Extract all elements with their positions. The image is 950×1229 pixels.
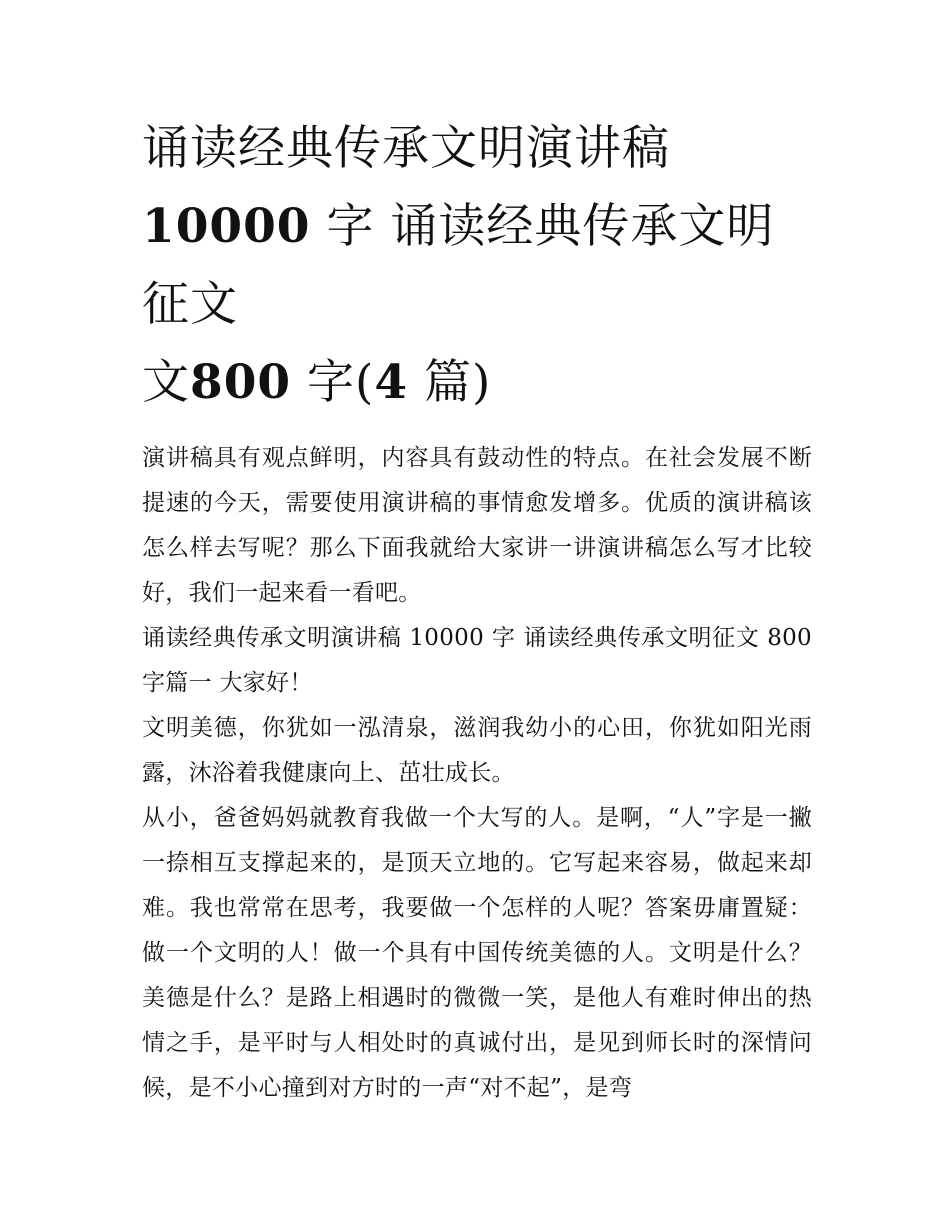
title-text: 诵读经典传承文明演讲稿 bbox=[142, 121, 670, 176]
section-heading-paragraph: 诵读经典传承文明演讲稿 10000 字 诵读经典传承文明征文 800 字篇一 大家好！ bbox=[142, 625, 812, 696]
document-page bbox=[142, 110, 812, 1111]
title-text: 字( bbox=[291, 355, 375, 410]
title-number: 10000 bbox=[142, 199, 311, 254]
intro-paragraph: 演讲稿具有观点鲜明，内容具有鼓动性的特点。在社会发展不断提速的今天，需要使用演讲稿的事情愈发增多。优质的演讲稿该怎么样去写呢？那么下面我就给大家讲一讲演讲稿怎么写才比较好，我们一起来看一看吧。 bbox=[142, 445, 812, 606]
document-title: 诵读经典传承文明演讲稿 10000 字 诵读经典传承文明征文 文800 字(4 篇) bbox=[142, 121, 775, 410]
body-paragraph: 文明美德，你犹如一泓清泉，滋润我幼小的心田，你犹如阳光雨露，沐浴着我健康向上、茁壮成长。 bbox=[142, 715, 812, 786]
title-number: 4 bbox=[374, 355, 409, 410]
body-paragraph: 从小，爸爸妈妈就教育我做一个大写的人。是啊，“人”字是一撇一捺相互支撑起来的，是顶天立地的。它写起来容易，做起来却难。我也常常在思考，我要做一个怎样的人呢？答案毋庸置疑：做一个文明的人！做一个具有中国传统美德的人。文明是什么？美德是什么？是路上相遇时的微微一笑，是他人有难时伸出的热情之手，是平时与人相处时的真诚付出，是见到师长时的深情问候，是不小心撞到对方时的一声“对不起”，是弯 bbox=[142, 805, 812, 1101]
title-text: 篇) bbox=[408, 355, 492, 410]
title-number: 800 bbox=[190, 355, 292, 410]
title-text: 字 诵读经典传承文明征文 bbox=[142, 199, 775, 332]
document-body bbox=[142, 436, 812, 1111]
